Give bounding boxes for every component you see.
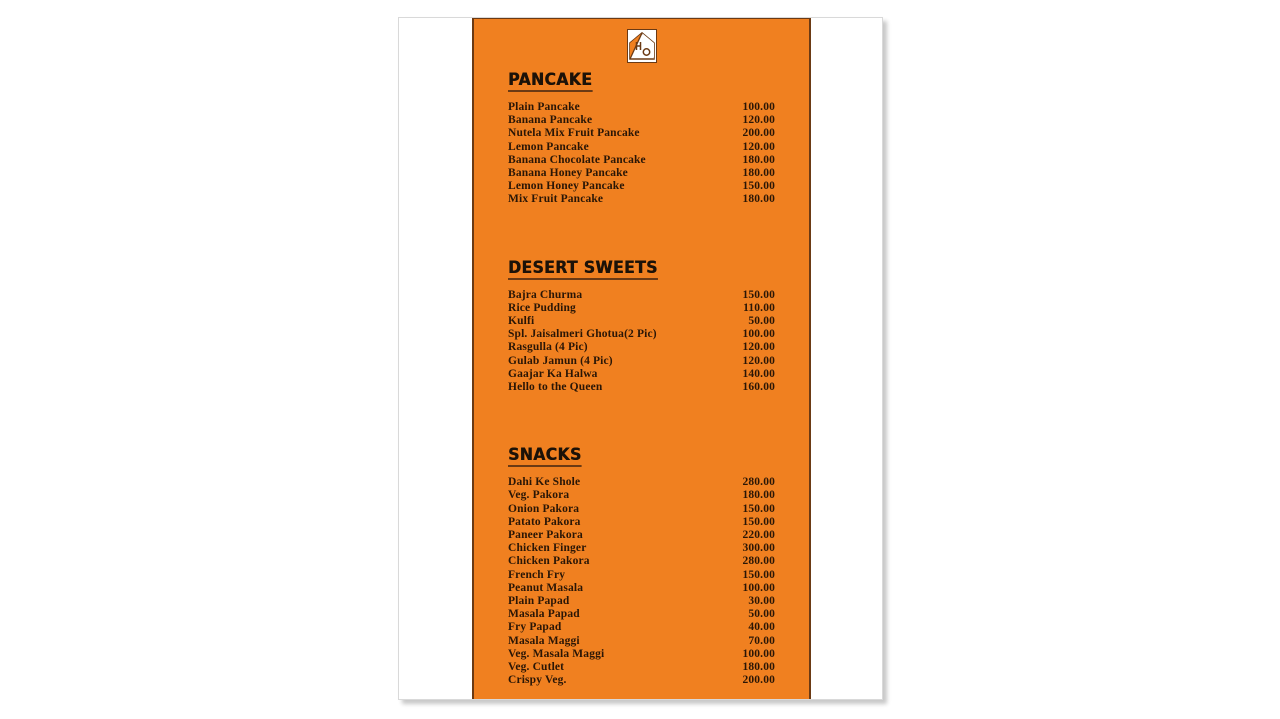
- menu-item-row: [508, 582, 775, 595]
- menu-item-name: Masala Maggi: [508, 634, 580, 647]
- menu-item-price: 50.00: [748, 608, 775, 621]
- menu-panel: [472, 18, 811, 700]
- menu-item-price: 100.00: [742, 581, 775, 594]
- menu-item-price: 220.00: [742, 529, 775, 542]
- menu-item-row: [508, 621, 775, 634]
- menu-item-price: 300.00: [742, 542, 775, 555]
- menu-item-row: [508, 516, 775, 529]
- menu-item-name: Peanut Masala: [508, 581, 584, 594]
- menu-body: [474, 71, 809, 688]
- menu-item-name: Veg. Pakora: [508, 489, 570, 502]
- menu-item-row: [508, 529, 775, 542]
- section-title: PANCAKE: [508, 70, 593, 90]
- paper-sheet: [398, 17, 883, 700]
- menu-item-row: [508, 315, 775, 328]
- menu-item-row: [508, 555, 775, 568]
- menu-item-price: 180.00: [742, 489, 775, 502]
- menu-item-name: Mix Fruit Pancake: [508, 193, 604, 206]
- menu-item-price: 50.00: [748, 315, 775, 328]
- menu-item-name: Chicken Pakora: [508, 555, 590, 568]
- menu-item-price: 280.00: [742, 555, 775, 568]
- menu-item-name: Veg. Masala Maggi: [508, 647, 605, 660]
- menu-item-name: Masala Papad: [508, 608, 580, 621]
- menu-item-row: [508, 476, 775, 489]
- menu-item-row: [508, 569, 775, 582]
- menu-item-name: Rice Pudding: [508, 301, 576, 314]
- menu-item-row: [508, 302, 775, 315]
- menu-item-name: Plain Pancake: [508, 101, 580, 113]
- menu-item-row: [508, 341, 775, 354]
- menu-item-price: 280.00: [742, 476, 775, 489]
- menu-item-row: [508, 154, 775, 167]
- menu-item-price: 120.00: [742, 354, 775, 367]
- menu-item-row: [508, 289, 775, 302]
- menu-item-price: 100.00: [742, 101, 775, 113]
- menu-item-row: [508, 127, 775, 140]
- menu-item-price: 120.00: [742, 341, 775, 354]
- menu-item-name: Nutela Mix Fruit Pancake: [508, 127, 640, 140]
- menu-item-price: 30.00: [748, 595, 775, 608]
- menu-item-row: [508, 661, 775, 674]
- menu-item-name: Veg. Cutlet: [508, 661, 565, 674]
- menu-item-name: Paneer Pakora: [508, 529, 583, 542]
- menu-item-price: 180.00: [742, 153, 775, 166]
- menu-item-name: Bajra Churma: [508, 288, 583, 301]
- menu-item-name: Gaajar Ka Halwa: [508, 367, 598, 380]
- menu-item-name: Fry Papad: [508, 621, 562, 634]
- menu-item-row: [508, 328, 775, 341]
- menu-item-name: Gulab Jamun (4 Pic): [508, 354, 613, 367]
- menu-item-price: 200.00: [742, 674, 775, 687]
- menu-item-name: Hello to the Queen: [508, 381, 603, 394]
- menu-item-name: Banana Pancake: [508, 114, 593, 127]
- house-logo-icon: [627, 29, 657, 63]
- menu-item-row: [508, 595, 775, 608]
- menu-item-price: 180.00: [742, 167, 775, 180]
- menu-item-name: Patato Pakora: [508, 515, 581, 528]
- menu-item-price: 160.00: [742, 381, 775, 394]
- menu-item-price: 110.00: [743, 301, 775, 314]
- menu-item-name: Lemon Honey Pancake: [508, 180, 625, 193]
- menu-item-price: 70.00: [748, 634, 775, 647]
- menu-item-row: [508, 167, 775, 180]
- menu-item-row: [508, 489, 775, 502]
- menu-item-name: Chicken Finger: [508, 542, 587, 555]
- menu-item-price: 150.00: [742, 568, 775, 581]
- menu-item-name: Crispy Veg.: [508, 674, 567, 687]
- logo-container: [474, 19, 809, 71]
- menu-item-row: [508, 648, 775, 661]
- menu-item-row: [508, 503, 775, 516]
- menu-item-price: 40.00: [748, 621, 775, 634]
- menu-item-name: Lemon Pancake: [508, 140, 589, 153]
- menu-item-row: [508, 180, 775, 193]
- menu-item-price: 100.00: [742, 328, 775, 341]
- menu-item-row: [508, 608, 775, 621]
- menu-section: [508, 71, 775, 207]
- menu-item-row: [508, 674, 775, 687]
- menu-item-list: [508, 476, 775, 687]
- menu-item-price: 200.00: [742, 127, 775, 140]
- menu-item-price: 120.00: [742, 140, 775, 153]
- menu-item-row: [508, 355, 775, 368]
- menu-item-price: 180.00: [742, 661, 775, 674]
- menu-item-name: Plain Papad: [508, 595, 570, 608]
- menu-item-price: 150.00: [742, 502, 775, 515]
- menu-item-price: 150.00: [742, 515, 775, 528]
- menu-item-price: 150.00: [742, 288, 775, 301]
- menu-item-name: Dahi Ke Shole: [508, 476, 581, 489]
- menu-item-row: [508, 141, 775, 154]
- menu-item-name: Banana Chocolate Pancake: [508, 153, 646, 166]
- menu-item-price: 140.00: [742, 367, 775, 380]
- menu-item-name: Spl. Jaisalmeri Ghotua(2 Pic): [508, 328, 657, 341]
- section-title: DESERT SWEETS: [508, 257, 658, 278]
- menu-item-list: [508, 101, 775, 207]
- menu-item-price: 100.00: [742, 647, 775, 660]
- menu-section: [508, 446, 775, 687]
- menu-item-name: Banana Honey Pancake: [508, 167, 628, 180]
- menu-item-row: [508, 101, 775, 114]
- section-title: SNACKS: [508, 445, 582, 466]
- menu-item-row: [508, 114, 775, 127]
- menu-item-price: 180.00: [742, 193, 775, 206]
- menu-item-name: Kulfi: [508, 315, 535, 328]
- menu-item-row: [508, 193, 775, 206]
- menu-item-row: [508, 542, 775, 555]
- menu-item-row: [508, 368, 775, 381]
- menu-item-row: [508, 635, 775, 648]
- menu-item-list: [508, 289, 775, 395]
- menu-item-price: 150.00: [742, 180, 775, 193]
- menu-section: [508, 259, 775, 395]
- menu-item-name: French Fry: [508, 568, 566, 581]
- menu-item-row: [508, 381, 775, 394]
- menu-item-price: 120.00: [742, 114, 775, 127]
- menu-item-name: Rasgulla (4 Pic): [508, 341, 588, 354]
- menu-item-name: Onion Pakora: [508, 502, 580, 515]
